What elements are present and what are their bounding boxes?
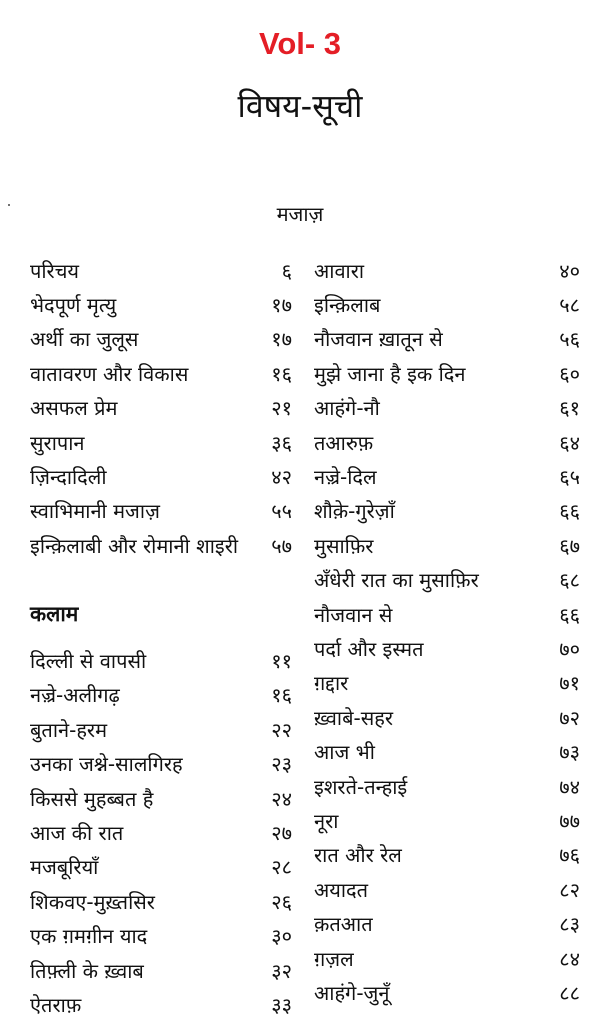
- entry-page-number: ५८: [559, 293, 580, 318]
- entry-page-number: ८२: [559, 877, 580, 902]
- entry-page-number: २६: [271, 889, 292, 914]
- toc-entry: [30, 643, 292, 677]
- entry-page-number: ६५: [559, 465, 580, 490]
- entry-page-number: १६: [271, 683, 292, 708]
- entry-page-number: २२: [271, 717, 292, 742]
- toc-entry: [30, 459, 292, 493]
- entry-page-number: ६६: [559, 602, 580, 627]
- entry-page-number: ६०: [559, 361, 580, 386]
- entry-page-number: ७१: [559, 671, 580, 696]
- section-gap: [30, 631, 292, 643]
- toc-entry: [314, 769, 580, 803]
- toc-entry: [30, 850, 292, 884]
- toc-entry: [314, 253, 580, 287]
- entry-title: ऐतराफ़: [30, 992, 82, 1017]
- entry-page-number: ७७: [559, 808, 580, 833]
- entry-page-number: ५५: [271, 499, 292, 524]
- toc-entry: [314, 872, 580, 906]
- entry-page-number: ३२: [271, 958, 292, 983]
- entry-title: आहंगे-नौ: [314, 396, 380, 421]
- toc-entry: [314, 838, 580, 872]
- entry-title: शौक़े-गुरेज़ाँ: [314, 499, 395, 524]
- toc-entry: [30, 918, 292, 952]
- entry-title: अँधेरी रात का मुसाफ़िर: [314, 568, 479, 593]
- entry-title: नज़्रे-अलीगढ़: [30, 683, 120, 708]
- toc-entry: [30, 815, 292, 849]
- entry-title: इशरते-तन्हाई: [314, 774, 408, 799]
- toc-entry: [30, 884, 292, 918]
- toc-entry: [30, 528, 292, 562]
- entry-title: नूरा: [314, 808, 339, 833]
- entry-title: उनका जश्ने-सालगिरह: [30, 752, 183, 777]
- left-column: [30, 253, 292, 1022]
- toc-entry: [30, 391, 292, 425]
- intro-list: [30, 253, 292, 563]
- entry-page-number: १७: [271, 293, 292, 318]
- entry-page-number: ३६: [271, 430, 292, 455]
- entry-title: एक ग़मग़ीन याद: [30, 924, 148, 949]
- entry-page-number: ४२: [271, 465, 292, 490]
- entry-page-number: ३३: [271, 992, 292, 1017]
- entry-title: पर्दा और इस्मत: [314, 636, 424, 661]
- entry-page-number: २४: [271, 786, 292, 811]
- entry-page-number: ७३: [559, 740, 580, 765]
- entry-title: शिकवए-मुख़्तसिर: [30, 889, 155, 914]
- kalam-list: [30, 643, 292, 1021]
- entry-page-number: ४०: [559, 258, 580, 283]
- entry-title: रात और रेल: [314, 843, 402, 868]
- toc-entry: [314, 563, 580, 597]
- entry-page-number: ६४: [559, 430, 580, 455]
- entry-page-number: ६७: [559, 533, 580, 558]
- toc-entry: [314, 356, 580, 390]
- entry-page-number: ८८: [559, 980, 580, 1005]
- entry-title: सुरापान: [30, 430, 85, 455]
- entry-title: आज भी: [314, 740, 375, 765]
- entry-title: मुझे जाना है इक दिन: [314, 361, 466, 386]
- entry-title: अयादत: [314, 877, 369, 902]
- toc-entry: [30, 712, 292, 746]
- toc-entry: [314, 287, 580, 321]
- toc-entry: [314, 941, 580, 975]
- entry-page-number: ८३: [559, 912, 580, 937]
- toc-entry: [314, 631, 580, 665]
- right-list: [314, 253, 580, 1010]
- entry-page-number: ७२: [559, 705, 580, 730]
- entry-page-number: ६: [281, 258, 292, 283]
- kalam-heading: कलाम: [30, 602, 79, 627]
- entry-page-number: २३: [271, 752, 292, 777]
- entry-page-number: ३०: [271, 924, 292, 949]
- volume-label: Vol- 3: [258, 26, 342, 61]
- toc-entry: [314, 734, 580, 768]
- entry-title: ख़्वाबे-सहर: [314, 705, 394, 730]
- entry-title: स्वाभिमानी मजाज़: [30, 499, 160, 524]
- entry-page-number: ६८: [559, 568, 580, 593]
- entry-page-number: ७४: [559, 774, 580, 799]
- toc-title: विषय-सूची: [237, 87, 363, 125]
- toc-entry: [30, 356, 292, 390]
- entry-title: नौजवान से: [314, 602, 393, 627]
- entry-page-number: ७६: [559, 843, 580, 868]
- entry-title: तिफ़्ली के ख़्वाब: [30, 958, 144, 983]
- entry-page-number: ११: [271, 648, 292, 673]
- entry-title: वातावरण और विकास: [30, 361, 189, 386]
- entry-title: ज़िन्दादिली: [30, 465, 107, 490]
- toc-entry: [30, 322, 292, 356]
- entry-title: इन्क़िलाब: [314, 293, 381, 318]
- entry-title: मजबूरियाँ: [30, 855, 99, 880]
- toc-entry: [314, 803, 580, 837]
- toc-entry: [314, 494, 580, 528]
- entry-title: नौजवान ख़ातून से: [314, 327, 443, 352]
- toc-entry: [30, 953, 292, 987]
- entry-title: इन्क़िलाबी और रोमानी शाइरी: [30, 533, 239, 558]
- entry-title: असफल प्रेम: [30, 396, 118, 421]
- toc-entry: [30, 987, 292, 1021]
- toc-entry: [30, 746, 292, 780]
- toc-entry: [314, 906, 580, 940]
- toc-entry: [314, 459, 580, 493]
- right-column: [314, 253, 580, 1010]
- entry-title: दिल्ली से वापसी: [30, 648, 147, 673]
- entry-page-number: ६६: [559, 499, 580, 524]
- toc-entry: [30, 678, 292, 712]
- entry-title: ग़द्दार: [314, 671, 349, 696]
- section-title: मजाज़: [276, 202, 324, 226]
- entry-title: किससे मुहब्बत है: [30, 786, 154, 811]
- toc-entry: [314, 700, 580, 734]
- entry-title: अर्थी का जुलूस: [30, 327, 139, 352]
- entry-page-number: ७०: [559, 636, 580, 661]
- entry-title: आज की रात: [30, 820, 124, 845]
- toc-entry: [30, 494, 292, 528]
- entry-page-number: १७: [271, 327, 292, 352]
- toc-entry: [314, 597, 580, 631]
- entry-title: बुताने-हरम: [30, 717, 108, 742]
- entry-page-number: २१: [271, 396, 292, 421]
- entry-page-number: ८४: [559, 946, 580, 971]
- entry-page-number: २८: [271, 855, 292, 880]
- entry-title: आहंगे-जुनूँ: [314, 980, 390, 1005]
- entry-title: भेदपूर्ण मृत्यु: [30, 293, 117, 318]
- toc-entry: [314, 666, 580, 700]
- entry-title: ग़ज़ल: [314, 946, 354, 971]
- toc-entry: [314, 528, 580, 562]
- toc-entry: [30, 425, 292, 459]
- entry-title: तआरुफ़: [314, 430, 374, 455]
- entry-title: क़तआत: [314, 912, 373, 937]
- toc-entry: [314, 322, 580, 356]
- entry-page-number: १६: [271, 361, 292, 386]
- toc-entry: [30, 781, 292, 815]
- entry-page-number: ५७: [271, 533, 292, 558]
- entry-title: मुसाफ़िर: [314, 533, 374, 558]
- toc-entry: [30, 287, 292, 321]
- toc-entry: [314, 391, 580, 425]
- toc-entry: [30, 253, 292, 287]
- entry-page-number: २७: [271, 820, 292, 845]
- section-gap: [30, 563, 292, 597]
- entry-title: परिचय: [30, 258, 80, 283]
- toc-entry: [314, 425, 580, 459]
- entry-title: नज़्रे-दिल: [314, 465, 377, 490]
- entry-title: आवारा: [314, 258, 365, 283]
- entry-page-number: ५६: [559, 327, 580, 352]
- entry-page-number: ६१: [559, 396, 580, 421]
- toc-entry: [314, 975, 580, 1009]
